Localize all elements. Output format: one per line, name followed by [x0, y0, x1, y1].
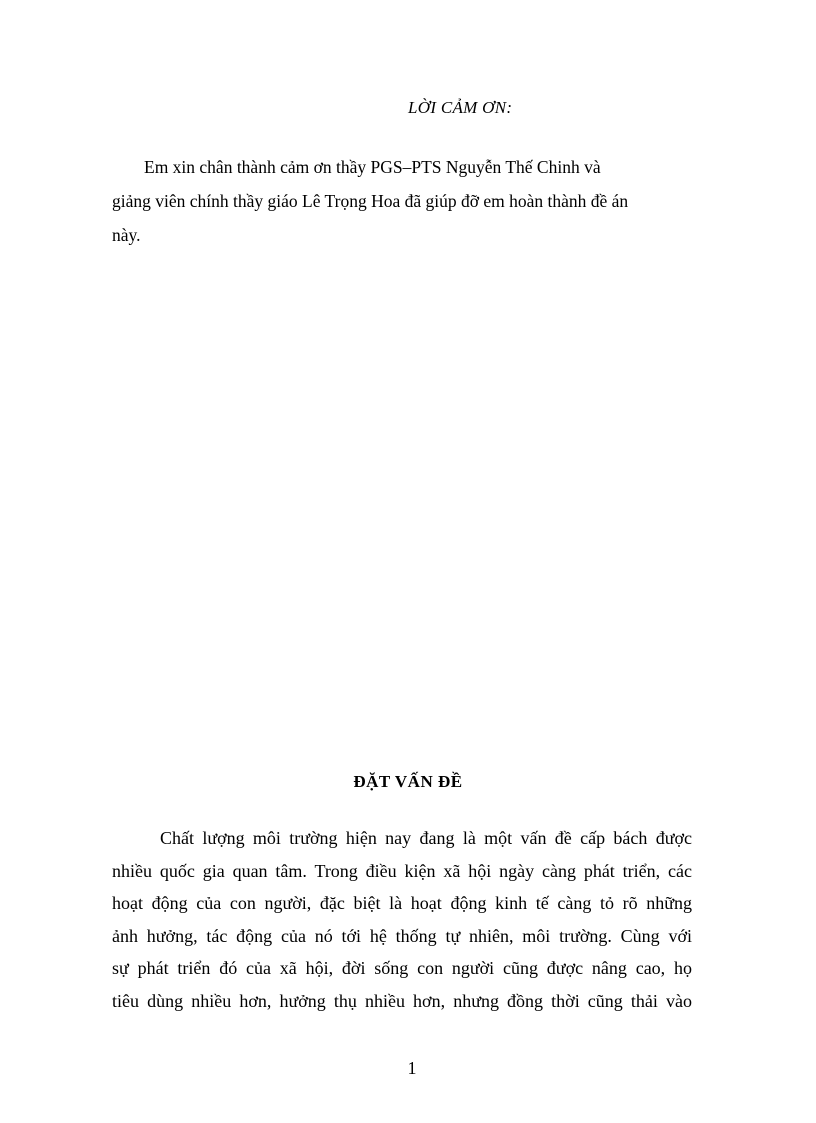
paragraph-line: ảnh hưởng, tác động của nó tới hệ thống tự nhiên, môi trường. Cùng với	[112, 925, 692, 946]
section-heading-text: ĐẶT VẤN ĐỀ	[353, 772, 463, 791]
paragraph-line: hoạt động của con người, đặc biệt là hoạt động kinh tế càng tỏ rõ những	[112, 893, 692, 913]
page-number	[0, 1058, 816, 1079]
acknowledgement-paragraph	[112, 150, 692, 252]
paragraph-line: sự phát triển đó của xã hội, đời sống con người cũng được nâng cao, họ	[112, 958, 692, 978]
acknowledgement-line: Em xin chân thành cảm ơn thầy PGS–PTS Nguyễn Thế Chinh và	[144, 157, 601, 177]
acknowledgement-title: LỜI CẢM ƠN:	[408, 98, 513, 117]
section-heading	[0, 772, 816, 792]
section-paragraph	[112, 822, 692, 1017]
page-number-text: 1	[407, 1058, 417, 1078]
acknowledgement-line: này.	[112, 225, 141, 245]
paragraph-line: nhiều quốc gia quan tâm. Trong điều kiện xã hội ngày càng phát triển, các	[112, 860, 692, 881]
paragraph-line: Chất lượng môi trường hiện nay đang là một vấn đề cấp bách được	[160, 828, 692, 848]
paragraph-line: tiêu dùng nhiều hơn, hưởng thụ nhiều hơn, nhưng đồng thời cũng thải vào	[112, 990, 692, 1011]
acknowledgement-line: giảng viên chính thầy giáo Lê Trọng Hoa đã giúp đỡ em hoàn thành đề án	[112, 191, 629, 211]
